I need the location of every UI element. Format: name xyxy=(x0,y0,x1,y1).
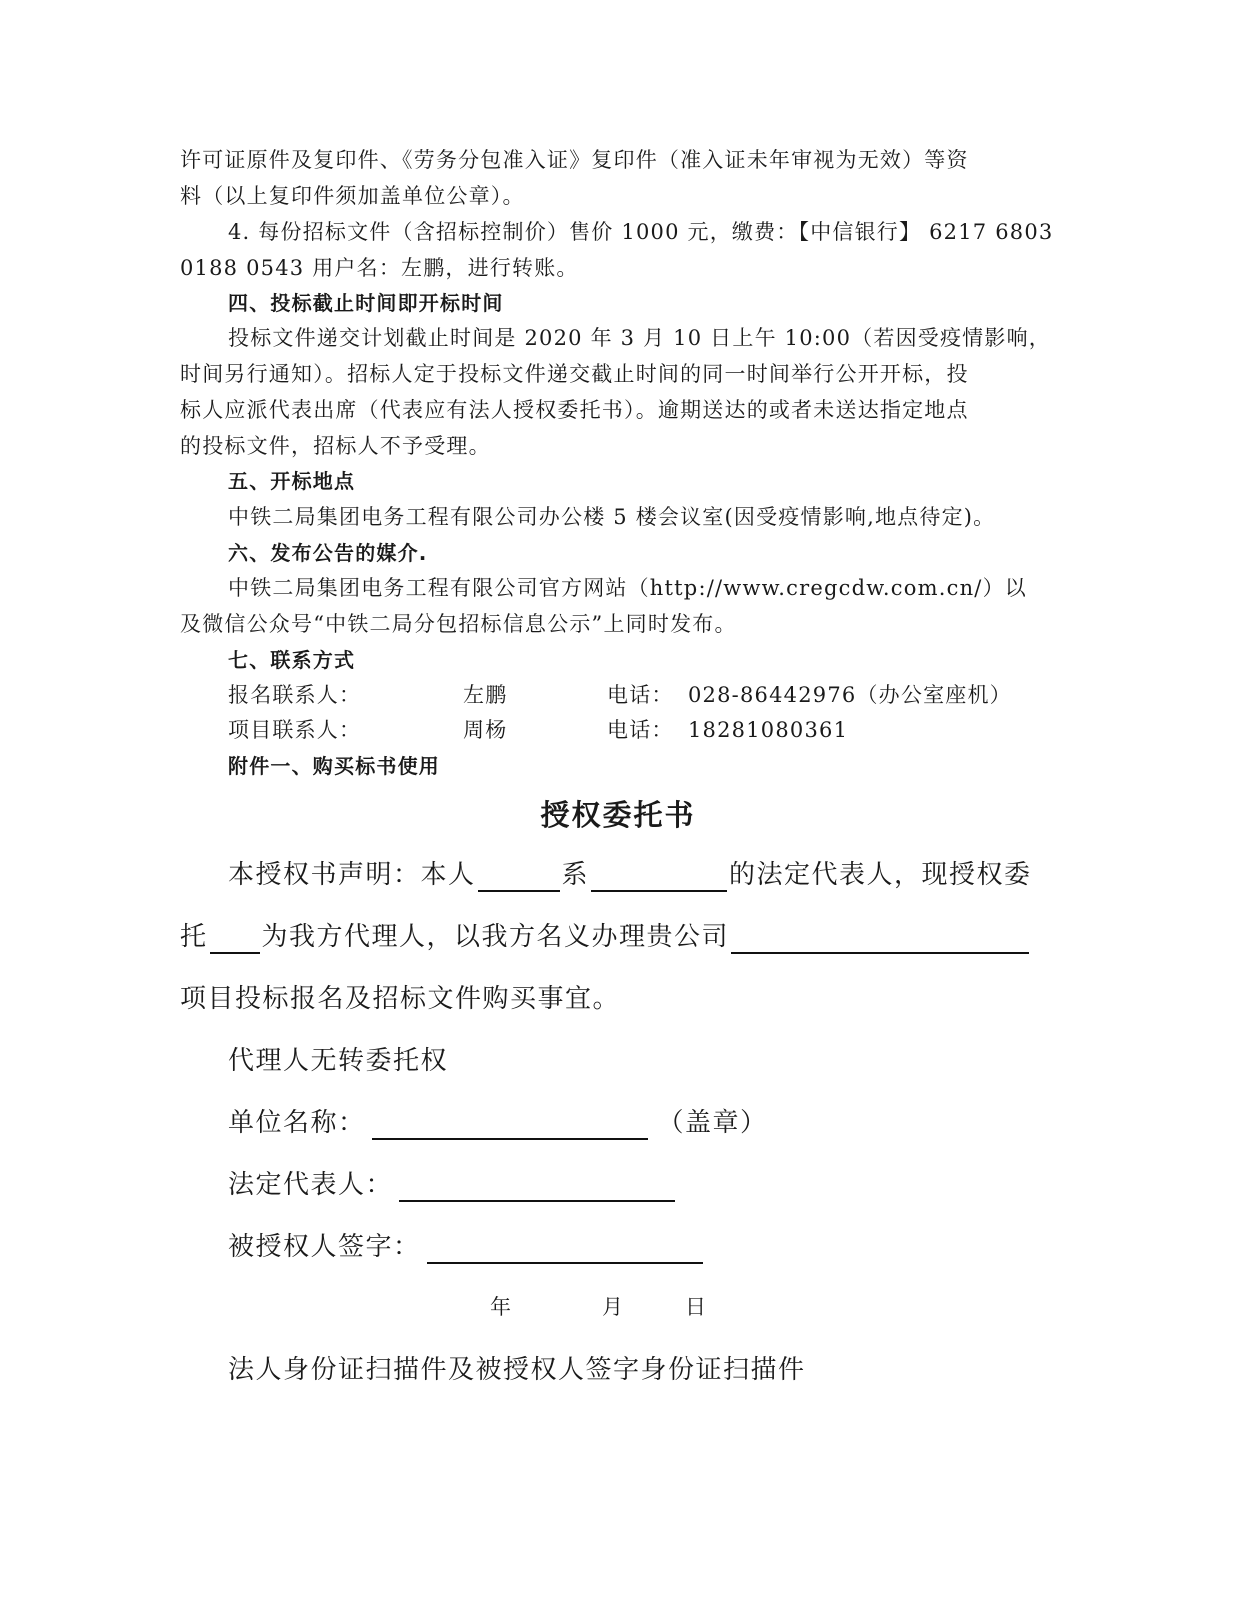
item-4-line: 0188 0543 用户名：左鹏，进行转账。 xyxy=(180,256,579,280)
contact-name: 周杨 xyxy=(463,718,508,742)
authorization-statement-line xyxy=(180,920,1031,954)
attachment-heading: 附件一、购买标书使用 xyxy=(228,754,440,778)
statement-text: 为我方代理人，以我方名义办理贵公司 xyxy=(261,922,730,952)
section-7-heading: 七、联系方式 xyxy=(228,648,356,672)
paragraph-line: 料（以上复印件须加盖单位公章）。 xyxy=(180,184,525,208)
statement-text: 系 xyxy=(561,860,590,890)
section-4-line: 时间另行通知）。招标人定于投标文件递交截止时间的同一时间举行公开开标，投 xyxy=(180,362,969,386)
agent-name-blank[interactable] xyxy=(210,926,260,954)
unit-name-blank[interactable] xyxy=(372,1112,648,1140)
no-subdelegation-text: 代理人无转委托权 xyxy=(228,1046,449,1076)
authorized-sign-label: 被授权人签字： xyxy=(228,1232,421,1262)
unit-name-row xyxy=(228,1106,768,1140)
date-year-label: 年 xyxy=(490,1295,513,1319)
legal-rep-blank[interactable] xyxy=(399,1174,675,1202)
project-name-blank[interactable] xyxy=(731,926,1029,954)
contact-phone: 028-86442976（办公室座机） xyxy=(688,683,1012,707)
authorized-sign-row xyxy=(228,1230,705,1264)
section-6-line: 中铁二局集团电务工程有限公司官方网站（http://www.cregcdw.com.cn/）以 xyxy=(228,576,1027,600)
seal-label: （盖章） xyxy=(657,1108,768,1138)
contact-role: 项目联系人： xyxy=(228,718,362,742)
date-day-label: 日 xyxy=(685,1295,708,1319)
legal-rep-row xyxy=(228,1168,677,1202)
section-4-heading: 四、投标截止时间即开标时间 xyxy=(228,291,504,315)
id-scans-note: 法人身份证扫描件及被授权人签字身份证扫描件 xyxy=(228,1355,806,1385)
paragraph-line: 许可证原件及复印件、《劳务分包准入证》复印件（准入证未年审视为无效）等资 xyxy=(180,148,969,172)
contact-phone-label: 电话： xyxy=(607,683,674,707)
principal-name-blank[interactable] xyxy=(478,864,560,892)
section-6-heading: 六、发布公告的媒介. xyxy=(228,541,428,565)
date-month-label: 月 xyxy=(602,1295,625,1319)
section-4-line: 的投标文件，招标人不予受理。 xyxy=(180,434,491,458)
authorization-statement-line xyxy=(228,858,1032,892)
section-4-line: 标人应派代表出席（代表应有法人授权委托书）。逾期送达的或者未送达指定地点 xyxy=(180,398,969,422)
section-6-line: 及微信公众号“中铁二局分包招标信息公示”上同时发布。 xyxy=(180,612,737,636)
statement-text: 的法定代表人，现授权委 xyxy=(729,860,1032,890)
section-5-line: 中铁二局集团电务工程有限公司办公楼 5 楼会议室(因受疫情影响,地点待定)。 xyxy=(228,505,996,529)
company-blank[interactable] xyxy=(591,864,727,892)
authorization-statement-line: 项目投标报名及招标文件购买事宜。 xyxy=(180,984,621,1014)
contact-phone-label: 电话： xyxy=(607,718,674,742)
contact-phone: 18281080361 xyxy=(688,718,849,742)
section-4-line: 投标文件递交计划截止时间是 2020 年 3 月 10 日上午 10:00（若因受疫情影响， xyxy=(228,326,1051,350)
item-4-line: 4. 每份招标文件（含招标控制价）售价 1000 元，缴费：【中信银行】 6217 6803 xyxy=(228,220,1054,244)
contact-name: 左鹏 xyxy=(463,683,508,707)
statement-text: 本授权书声明：本人 xyxy=(228,860,476,890)
legal-rep-label: 法定代表人： xyxy=(228,1170,394,1200)
contact-role: 报名联系人： xyxy=(228,683,362,707)
authorization-title: 授权委托书 xyxy=(540,798,696,832)
unit-name-label: 单位名称： xyxy=(228,1108,366,1138)
authorized-sign-blank[interactable] xyxy=(427,1236,703,1264)
section-5-heading: 五、开标地点 xyxy=(228,469,356,493)
statement-text: 托 xyxy=(180,922,208,952)
